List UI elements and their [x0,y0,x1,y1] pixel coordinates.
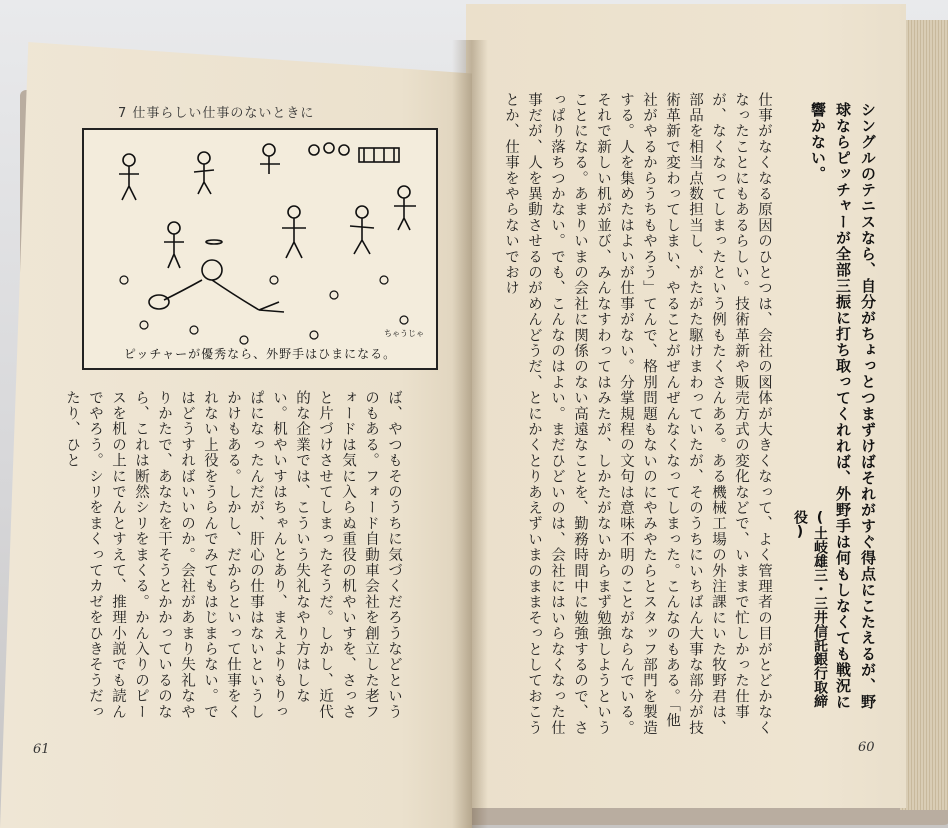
page-number-right: 60 [858,740,875,755]
player-figure [282,206,306,258]
player-figure [119,154,139,200]
epigraph-quote: シングルのテニスなら、自分がちょっとつまずけばそれがすぐ得点にこたえるが、野球ならピッチャーが全部三振に打ち取ってくれれば、外野手は何もしなくても戦況に響かない。 [809,102,877,710]
left-page-body: ば、やつもそのうちに気づくだろうなどというのもある。フォード自動車会社を創立した老フォードは気に入らぬ重役の机やいすを、さっさと片づけさせてしまったそうだ。しかし、近代的な企業では、こういう失礼なやり方はしない。机やいすはちゃんとあり、まえよりもりっぱになったんだが、肝心の仕事はないというしかけもある。しかし、だからといって仕事をくれない上役をうらんでみてもはじまらない。ではどうすればいいのか。会社があまり失礼なやりかたで、あなたを干そうとかかっているのなら、これは断然シリをまくる。かん入りのピースを机の上にでんとすえて、推理小説でも読んでやろう。シリをまくってカゼをひきそうだったり、ひと [64,390,402,720]
illustration-caption: ピッチャーが優秀なら、外野手はひまになる。 [123,347,397,361]
player-figure [164,222,184,268]
ball-icon [206,240,222,244]
scoreboard-icon [359,148,399,162]
player-figure [394,186,416,230]
player-figure [350,206,374,254]
player-figure [194,152,214,194]
running-head: 7 仕事らしい仕事のないときに [118,106,315,121]
right-page-body: 仕事がなくなる原因のひとつは、会社の図体が大きくなって、よく管理者の目がとどかなくなったことにもあるらしい。技術革新や販売方式の変化などで、いままで忙しかった仕事が、なくなってしまったという例もたくさんある。ある機械工場の外注課にいた牧野君は、部品を相当点数担当し、がたがた駆けまわっていたが、そのうちにいちばん大事な部分が技術革新で変わってしまい、やることがぜんぜんなくなってしまった。こんなのもある。「他社がやるからうちもやろう」てんで、格別問題もないのにやみやたらとスタッフ部門を製造する。人を集めたはよいが仕事がない。分掌規程の文句は意味不明のことがならんでいる。それで新しい机が並び、みんなすわってはみたが、しかたがないからまず勉強しようということになる。あまりいまの会社に関係のない高遠なことを、勤務時間中に勉強するので、さっぱり落ちつかない。でも、こんなのはよい。まだひどいのは、会社にはいらなくなった仕事だが、人を異動させるのがめんどうだ、とにかくとりあえずいまのままそっとしておこうとか、仕事をやらないでおけ [503,92,772,736]
quote-attribution: (土岐雄三・三井信託銀行取締役) [792,510,828,708]
player-figure [260,144,280,174]
diving-outfielder-figure [149,260,284,312]
page-number-left: 61 [33,742,50,757]
page-edges [900,20,948,810]
illustrator-signature: ちゃうじゃ [384,329,424,338]
baseball-illustration [82,128,438,370]
